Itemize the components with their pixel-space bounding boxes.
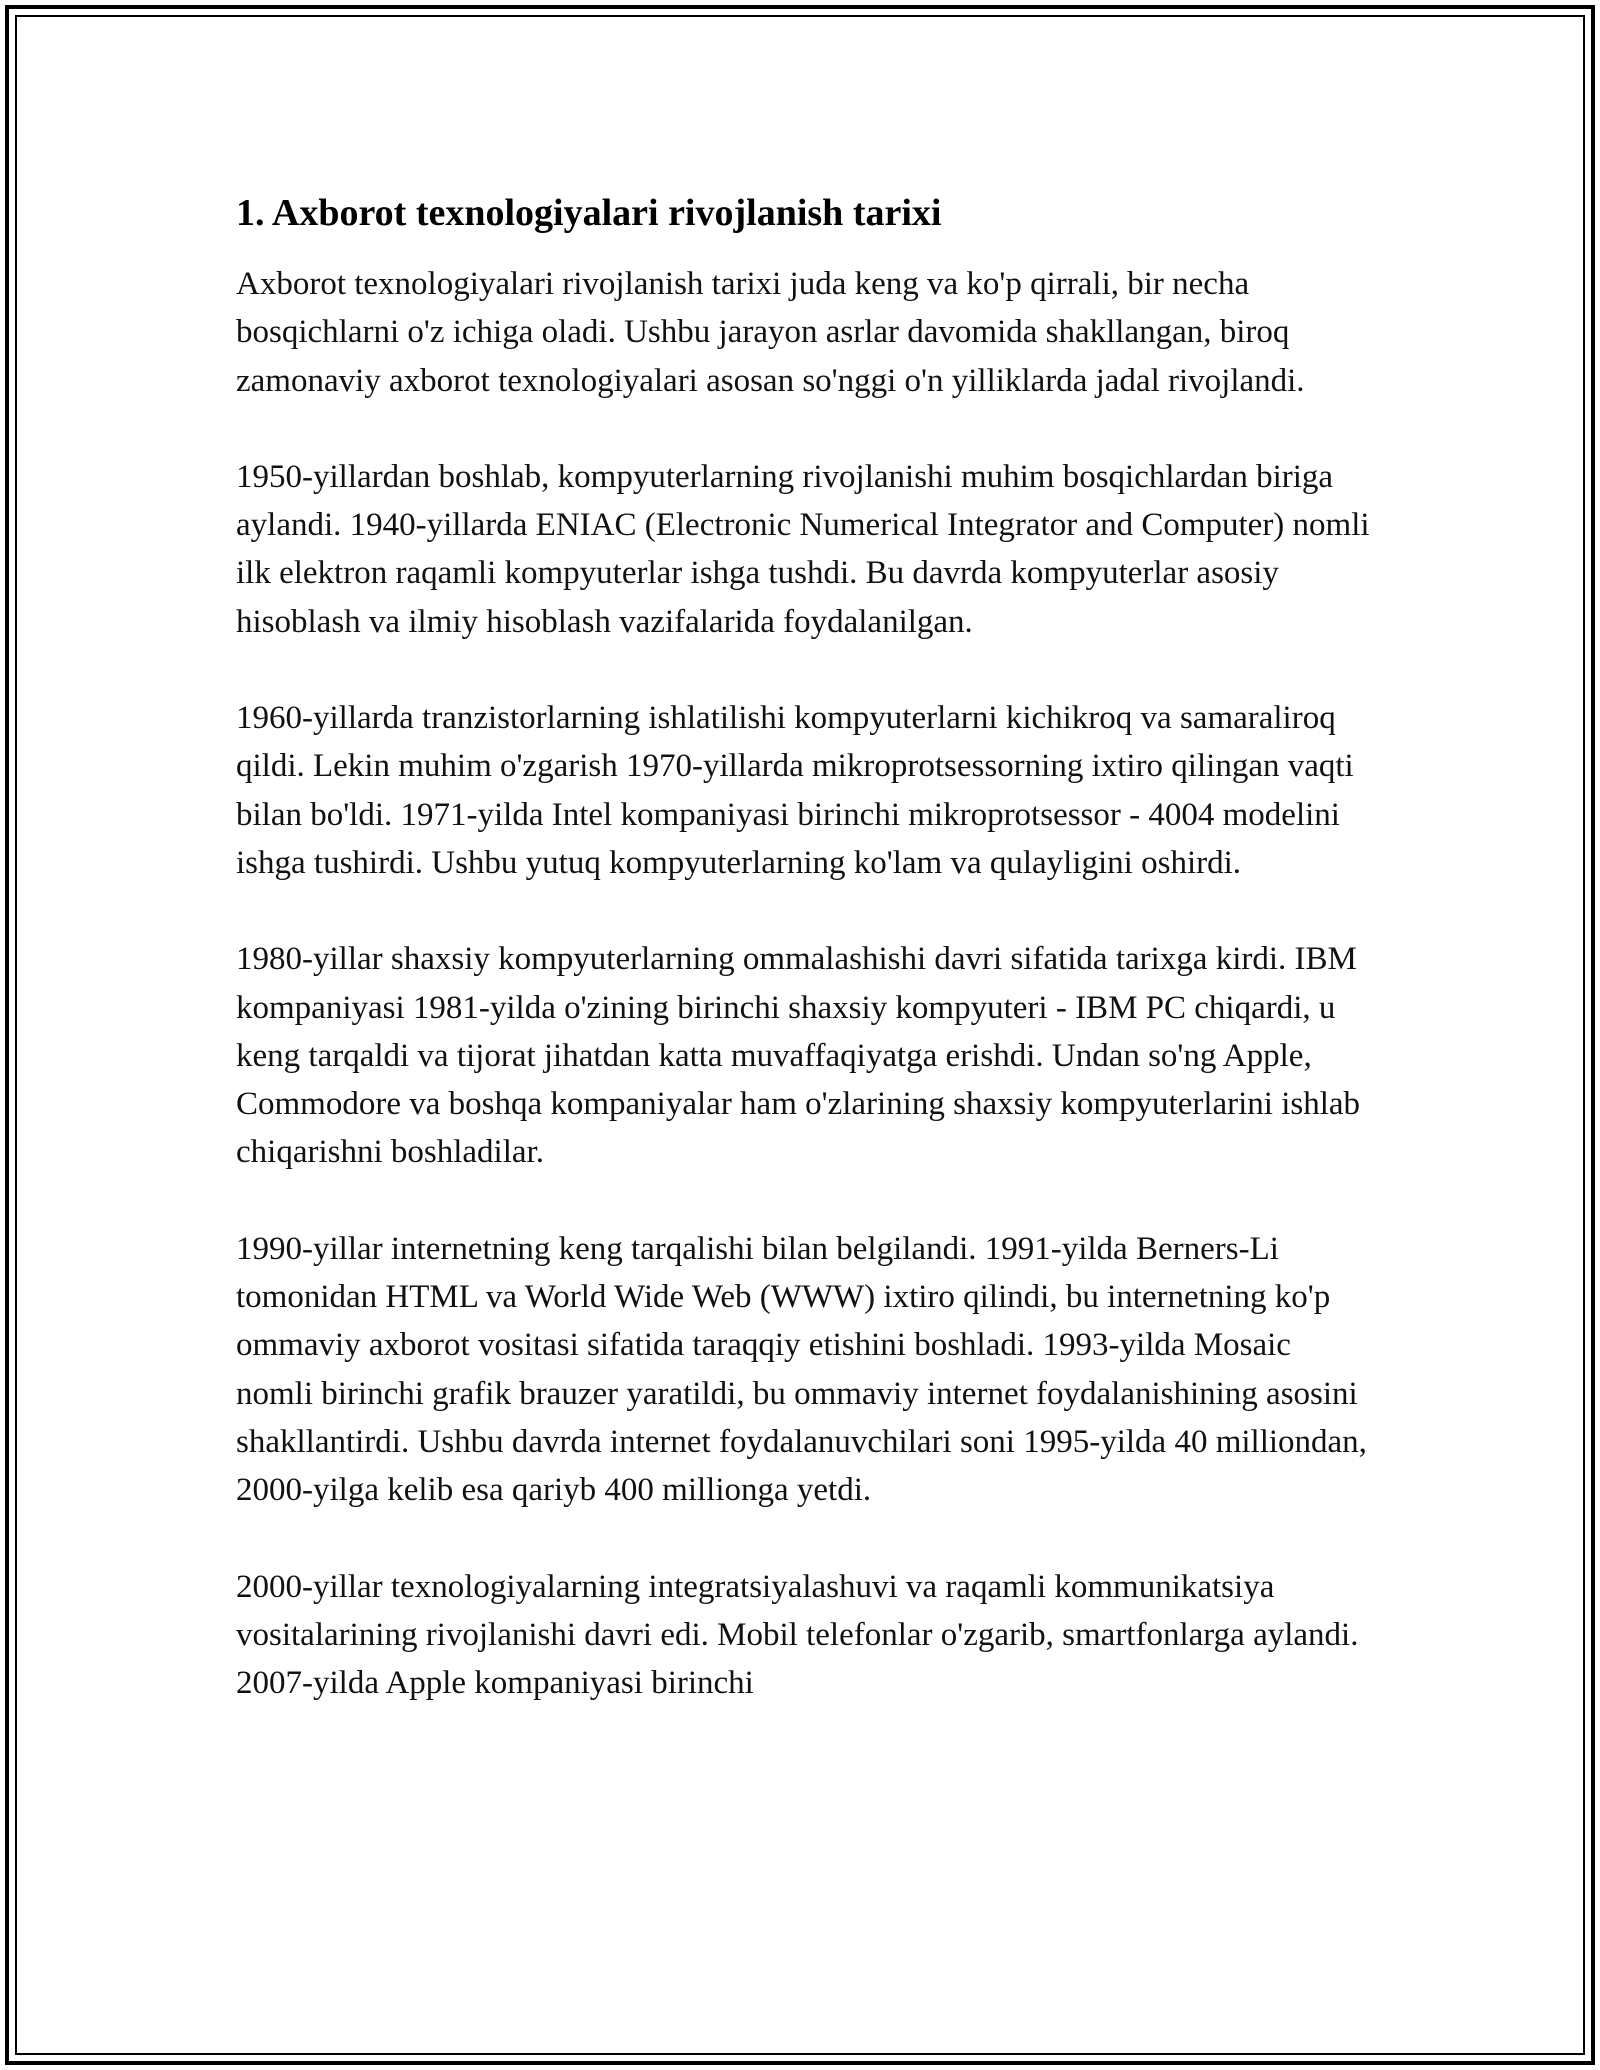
document-content xyxy=(236,186,1372,1755)
paragraph-2000s: 2000-yillar texnologiyalarning integratsiyalashuvi va raqamli kommunikatsiya vositalarining rivojlanishi davri edi. Mobil telefonlar o'zgarib, smartfonlarga aylandi. 2007-yilda Apple kompaniyasi birinchi xyxy=(236,1568,1359,1702)
paragraph-1950s: 1950-yillardan boshlab, kompyuterlarning rivojlanishi muhim bosqichlardan biriga aylandi. 1940-yillarda ENIAC (Electronic Numerical Integrator and Computer) nomli ilk elektron raqamli kompyuterlar ishga tushdi. Bu davrda kompyuterlar asosiy hisoblash va ilmiy hisoblash vazifalarida foydalanilgan. xyxy=(236,458,1370,640)
paragraph-1980s: 1980-yillar shaxsiy kompyuterlarning ommalashishi davri sifatida tarixga kirdi. IBM kompaniyasi 1981-yilda o'zining birinchi shaxsiy kompyuteri - IBM PC chiqardi, u keng tarqaldi va tijorat jihatdan katta muvaffaqiyatga erishdi. Undan so'ng Apple, Commodore va boshqa kompaniyalar ham o'zlarining shaxsiy kompyuterlarini ishlab chiqarishni boshladilar. xyxy=(236,941,1361,1171)
paragraph-1990s: 1990-yillar internetning keng tarqalishi bilan belgilandi. 1991-yilda Berners-Li tomonidan HTML va World Wide Web (WWW) ixtiro qilindi, bu internetning ko'p ommaviy axborot vositasi sifatida taraqqiy etishini boshladi. 1993-yilda Mosaic nomli birinchi grafik brauzer yaratildi, bu ommaviy internet foydalanishining asosini shakllantirdi. Ushbu davrda internet foydalanuvchilari soni 1995-yilda 40 milliondan, 2000-yilga kelib esa qariyb 400 millionga yetdi. xyxy=(236,1230,1367,1509)
paragraph-1960s: 1960-yillarda tranzistorlarning ishlatilishi kompyuterlarni kichikroq va samaraliroq qildi. Lekin muhim o'zgarish 1970-yillarda mikroprotsessorning ixtiro qilingan vaqti bilan bo'ldi. 1971-yilda Intel kompaniyasi birinchi mikroprotsessor - 4004 modelini ishga tushirdi. Ushbu yutuq kompyuterlarning ko'lam va qulayligini oshirdi. xyxy=(236,700,1354,881)
section-heading: 1. Axborot texnologiyalari rivojlanish tarixi xyxy=(236,192,942,234)
paragraph-intro: Axborot texnologiyalari rivojlanish tarixi juda keng va ko'p qirrali, bir necha bosqichlarni o'z ichiga oladi. Ushbu jarayon asrlar davomida shakllangan, biroq zamonaviy axborot texnologiyalari asosan so'nggi o'n yilliklarda jadal rivojlandi. xyxy=(236,266,1305,399)
